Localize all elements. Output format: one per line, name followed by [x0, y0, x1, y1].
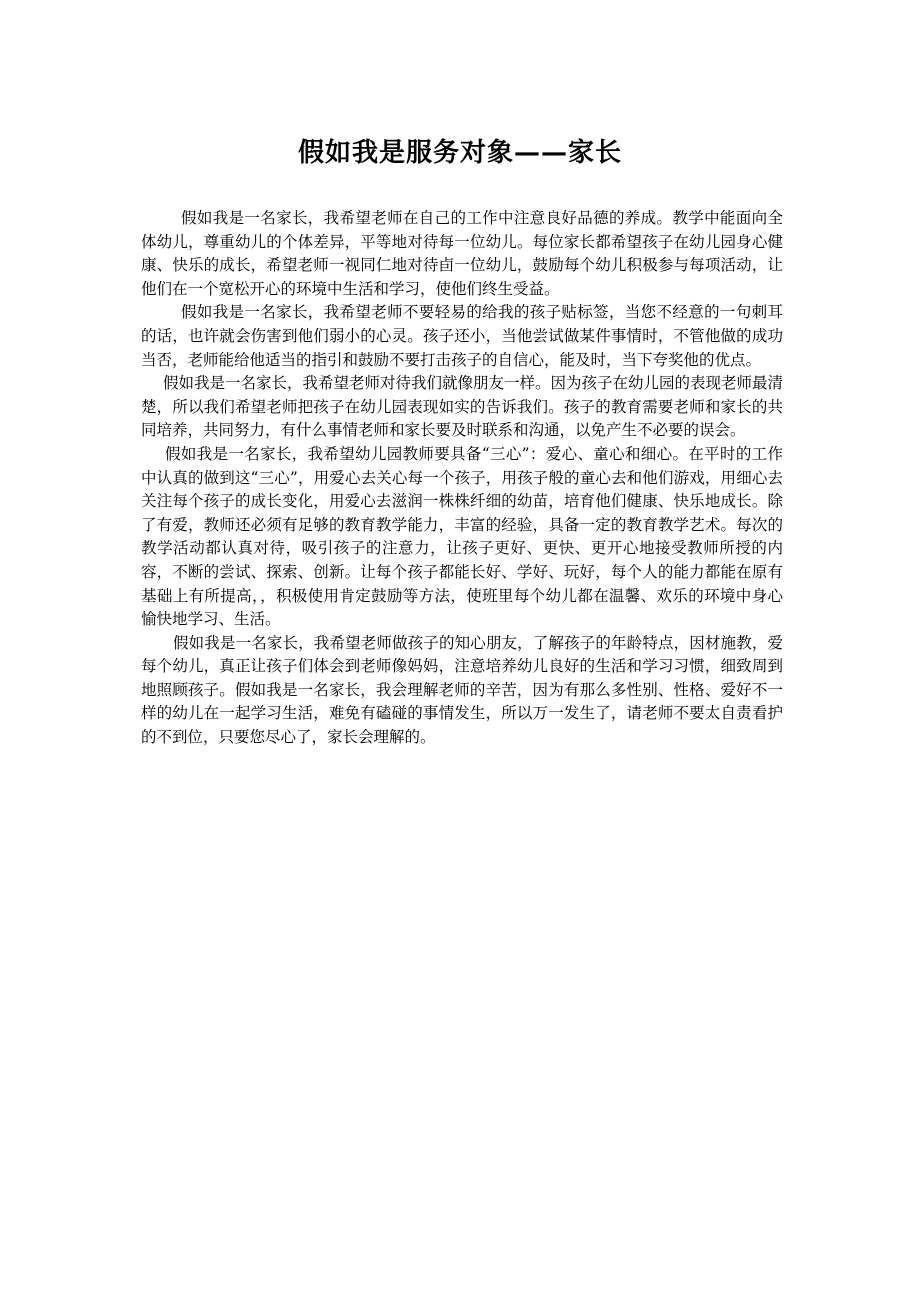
paragraph-1: 假如我是一名家长，我希望老师在自己的工作中注意良好品德的养成。教学中能面向全体幼儿，尊重幼儿的个体差异，平等地对待每一位幼儿。每位家长都希望孩子在幼儿园身心健康、快乐的成长，希望老师一视同仁地对待卣一位幼儿，鼓励每个幼儿积极参与每项活动，让他们在一个宽松开心的环境中生活和学习，使他们终生受益。	[141, 209, 783, 298]
paragraph-5: 假如我是一名家长，我希望老师做孩子的知心朋友，了解孩子的年龄特点，因材施教，爱每个幼儿，真正让孩子们体会到老师像妈妈，注意培养幼儿良好的生活和学习习惯，细致周到地照顾孩子。假如我是一名家长，我会理解老师的辛苦，因为有那么多性别、性格、爱好不一样的幼儿在一起学习生活，难免有磕碰的事情发生，所以万一发生了，请老师不要太自责看护的不到位，只要您尽心了，家长会理解的。	[141, 633, 783, 747]
document-body	[141, 207, 783, 750]
document-title: 假如我是服务对象——家长	[297, 138, 622, 169]
paragraph-4: 假如我是一名家长，我希望幼儿园教师要具备“三心”：爱心、童心和细心。在平时的工作中认真的做到这“三心”，用爱心去关心每一个孩子，用孩子般的童心去和他们游戏，用细心去关注每个孩子的成长变化，用爱心去滋润一株株纤细的幼苗，培育他们健康、快乐地成长。除了有爱，教师还必须有足够的教育教学能力，丰富的经验，具备一定的教育教学艺术。每次的教学活动都认真对待，吸引孩子的注意力，让孩子更好、更快、更开心地接受教师所授的内容，不断的尝试、探索、创新。让每个孩子都能长好、学好、玩好，每个人的能力都能在原有基础上有所提高，，积极使用肯定鼓励等方法，使班里每个幼儿都在温馨、欢乐的环境中身心愉快地学习、生活。	[141, 444, 783, 629]
paragraph-3: 假如我是一名家长，我希望老师对待我们就像朋友一样。因为孩子在幼儿园的表现老师最清楚，所以我们希望老师把孩子在幼儿园表现如实的告诉我们。孩子的教育需要老师和家长的共同培养，共同努力，有什么事情老师和家长要及时联系和沟通，以免产生不必要的误会。	[141, 374, 784, 440]
paragraph-2: 假如我是一名家长，我希望老师不要轻易的给我的孩子贴标签，当您不经意的一句刺耳的话，也许就会伤害到他们弱小的心灵。孩子还小，当他尝试做某件事情时，不管他做的成功当否，老师能给他适当的指引和鼓励不要打击孩子的自信心，能及时，当下夸奖他的优点。	[141, 303, 783, 369]
